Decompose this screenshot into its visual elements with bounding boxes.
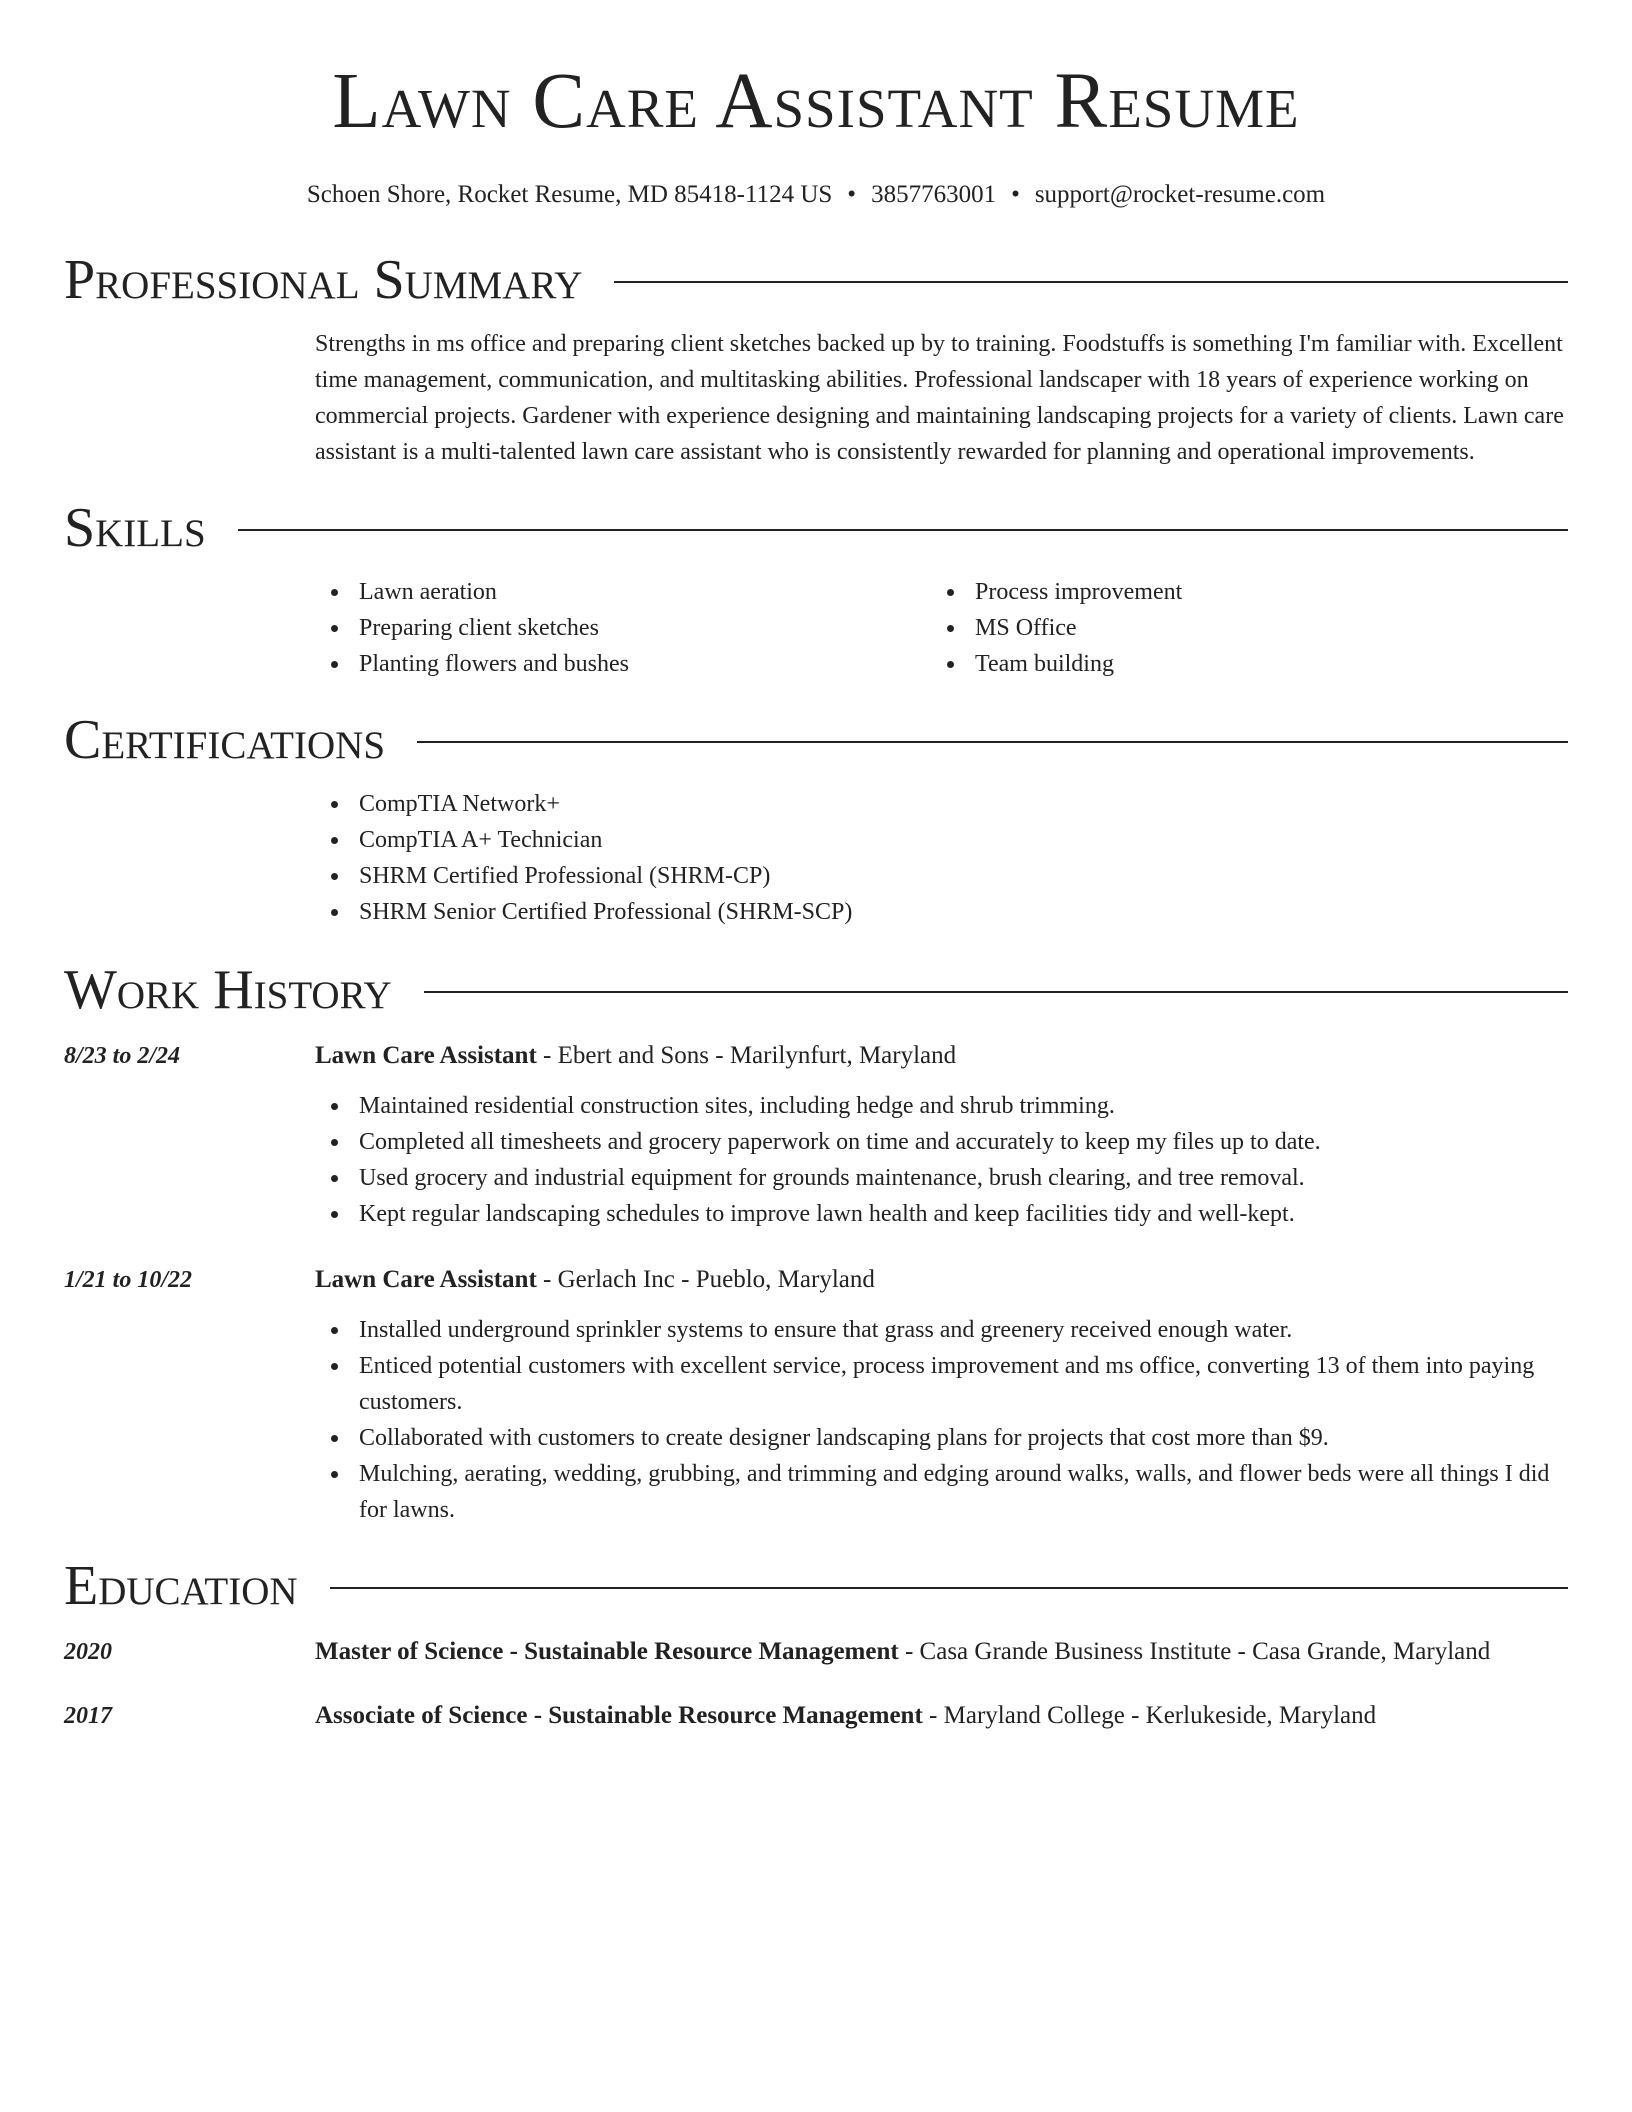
education-year: 2020 <box>64 1638 112 1665</box>
skill-item: Team building <box>931 646 1547 682</box>
skills-column-left <box>315 574 931 682</box>
section-divider <box>417 741 1568 743</box>
job-dates: 1/21 to 10/22 <box>64 1266 193 1293</box>
contact-line <box>64 179 1568 212</box>
job-entry <box>64 1038 1568 1232</box>
skills-list <box>64 574 1568 682</box>
job-duty: Collaborated with customers to create designer landscaping plans for projects that cost more than $9. <box>315 1420 1568 1456</box>
contact-email: support@rocket-resume.com <box>1034 181 1326 208</box>
certifications-list <box>64 786 1568 930</box>
contact-address: Schoen Shore, Rocket Resume, MD 85418-1124 US <box>306 181 833 208</box>
section-title-work-history: Work History <box>64 958 392 1021</box>
section-divider <box>614 281 1568 283</box>
skill-item: Process improvement <box>931 574 1547 610</box>
skill-item: Planting flowers and bushes <box>315 646 931 682</box>
education-entry <box>64 1634 1568 1670</box>
skill-item: Preparing client sketches <box>315 610 931 646</box>
job-duty: Maintained residential construction sites, including hedge and shrub trimming. <box>315 1088 1568 1124</box>
section-header-skills <box>64 496 1568 559</box>
education-entry <box>64 1698 1568 1734</box>
job-entry <box>64 1262 1568 1528</box>
summary-text: Strengths in ms office and preparing client sketches backed up by to training. Foodstuffs is something I'm familiar with. Excellent time management, communication, and multitasking abilities. Professional landscaper with 18 years of experience working on commercial projects. Gardener with experience designing and maintaining landscaping projects for a variety of clients. Lawn care assistant is a multi-talented lawn care assistant who is consistently rewarded for planning and operational improvements. <box>315 330 1564 465</box>
section-header-certifications <box>64 708 1568 771</box>
section-divider <box>424 991 1568 993</box>
section-title-certifications: Certifications <box>64 708 386 771</box>
section-header-summary <box>64 248 1568 311</box>
job-heading <box>315 1262 1568 1298</box>
job-duty: Kept regular landscaping schedules to improve lawn health and keep facilities tidy and well-kept. <box>315 1196 1568 1232</box>
job-employer: - Ebert and Sons - Marilynfurt, Maryland <box>536 1041 957 1069</box>
job-employer: - Gerlach Inc - Pueblo, Maryland <box>536 1265 875 1293</box>
certification-item: CompTIA Network+ <box>315 786 1568 822</box>
education-degree: Master of Science - Sustainable Resource Management <box>315 1637 899 1665</box>
job-duties <box>315 1312 1568 1528</box>
job-heading <box>315 1038 1568 1074</box>
skill-item: Lawn aeration <box>315 574 931 610</box>
education-school: - Maryland College - Kerlukeside, Maryland <box>922 1701 1377 1729</box>
section-header-education <box>64 1554 1568 1617</box>
section-divider <box>238 529 1568 531</box>
job-duty: Enticed potential customers with excellent service, process improvement and ms office, converting 13 of them into paying customers. <box>315 1348 1568 1420</box>
job-duty: Used grocery and industrial equipment for grounds maintenance, brush clearing, and tree removal. <box>315 1160 1568 1196</box>
contact-separator: • <box>847 181 857 208</box>
job-duty: Installed underground sprinkler systems to ensure that grass and greenery received enough water. <box>315 1312 1568 1348</box>
contact-phone: 3857763001 <box>871 181 997 208</box>
certification-item: CompTIA A+ Technician <box>315 822 1568 858</box>
section-divider <box>330 1587 1568 1589</box>
education-details <box>315 1634 1568 1670</box>
education-school: - Casa Grande Business Institute - Casa Grande, Maryland <box>898 1637 1491 1665</box>
section-title-education: Education <box>64 1554 298 1617</box>
resume-title: Lawn Care Assistant Resume <box>332 58 1300 145</box>
job-duties <box>315 1088 1568 1232</box>
job-dates: 8/23 to 2/24 <box>64 1042 181 1069</box>
section-title-summary: Professional Summary <box>64 248 583 311</box>
job-duty: Mulching, aerating, wedding, grubbing, and trimming and edging around walks, walls, and flower beds were all things I did for lawns. <box>315 1456 1568 1528</box>
job-duty: Completed all timesheets and grocery paperwork on time and accurately to keep my files up to date. <box>315 1124 1568 1160</box>
section-title-skills: Skills <box>64 496 206 559</box>
certification-item: SHRM Senior Certified Professional (SHRM-SCP) <box>315 894 1568 930</box>
skills-column-right <box>931 574 1547 682</box>
job-title: Lawn Care Assistant <box>315 1041 537 1069</box>
job-title: Lawn Care Assistant <box>315 1265 537 1293</box>
skill-item: MS Office <box>931 610 1547 646</box>
section-header-work-history <box>64 958 1568 1021</box>
certification-item: SHRM Certified Professional (SHRM-CP) <box>315 858 1568 894</box>
education-degree: Associate of Science - Sustainable Resource Management <box>315 1701 923 1729</box>
education-year: 2017 <box>64 1702 112 1729</box>
contact-separator: • <box>1011 181 1020 208</box>
education-details <box>315 1698 1568 1734</box>
